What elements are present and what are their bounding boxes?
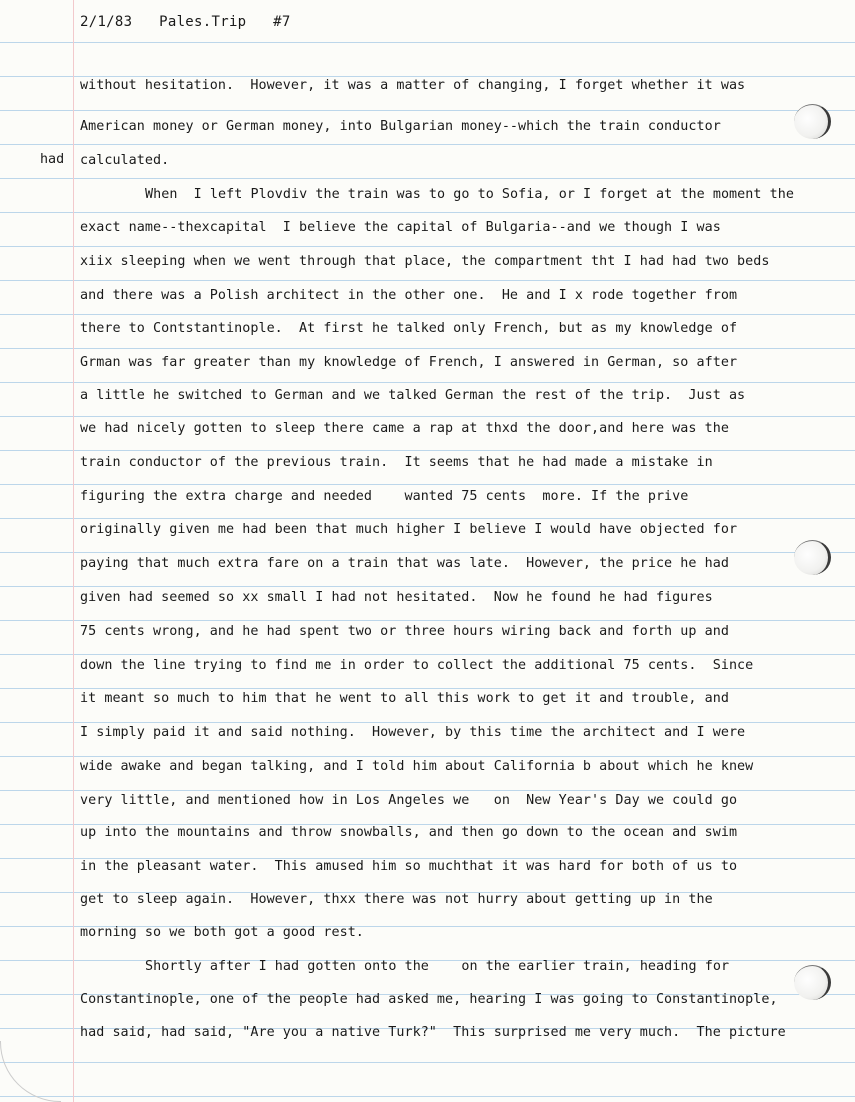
text-line: paying that much extra fare on a train that was late. However, the price he had [80,556,729,571]
text-line: without hesitation. However, it was a matter of changing, I forget whether it was [80,78,746,93]
text-line: get to sleep again. However, thxx there was not hurry about getting up in the [80,892,713,907]
text-line: down the line trying to find me in order to collect the additional 75 cents. Since [80,658,754,673]
text-line: American money or German money, into Bulgarian money--which the train conductor [80,119,721,134]
text-line: had said, had said, "Are you a native Turk?" This surprised me very much. The picture [80,1025,786,1040]
text-line: up into the mountains and throw snowballs, and then go down to the ocean and swim [80,825,738,840]
margin-rule [73,0,74,1102]
header-title: Pales.Trip [159,14,247,30]
text-line: 75 cents wrong, and he had spent two or three hours wiring back and forth up and [80,624,729,639]
binder-hole [794,965,831,1000]
text-line: very little, and mentioned how in Los Angeles we on New Year's Day we could go [80,793,738,808]
margin-note: had [40,152,65,167]
text-line: xiix sleeping when we went through that place, the compartment tht I had had two beds [80,254,770,269]
text-line: morning so we both got a good rest. [80,925,364,940]
header-date: 2/1/83 [80,14,133,30]
text-line: When I left Plovdiv the train was to go to Sofia, or I forget at the moment the [145,187,794,202]
text-line: given had seemed so xx small I had not hesitated. Now he found he had figures [80,590,713,605]
binder-hole [794,104,831,139]
text-line: exact name--thexcapital I believe the capital of Bulgaria--and we though I was [80,220,721,235]
text-line: figuring the extra charge and needed wanted 75 cents more. If the prive [80,489,689,504]
text-line: Grman was far greater than my knowledge of French, I answered in German, so after [80,355,738,370]
header-page-number: #7 [273,14,291,30]
text-line: and there was a Polish architect in the other one. He and I x rode together from [80,288,738,303]
text-line: train conductor of the previous train. It seems that he had made a mistake in [80,455,713,470]
binder-hole [794,540,831,575]
text-line: wide awake and began talking, and I told him about California b about which he knew [80,759,754,774]
text-line: a little he switched to German and we talked German the rest of the trip. Just as [80,388,746,403]
text-line: originally given me had been that much higher I believe I would have objected for [80,522,738,537]
text-line: in the pleasant water. This amused him so muchthat it was hard for both of us to [80,859,738,874]
page-header [80,14,309,30]
text-line: it meant so much to him that he went to all this work to get it and trouble, and [80,691,729,706]
text-line: we had nicely gotten to sleep there came a rap at thxd the door,and here was the [80,421,729,436]
text-line: there to Contstantinople. At first he talked only French, but as my knowledge of [80,321,738,336]
text-line: I simply paid it and said nothing. However, by this time the architect and I were [80,725,746,740]
text-line: Shortly after I had gotten onto the on the earlier train, heading for [145,959,730,974]
rounded-corner [0,1041,61,1102]
text-line: calculated. [80,153,170,168]
text-line: Constantinople, one of the people had asked me, hearing I was going to Constantinople, [80,992,778,1007]
